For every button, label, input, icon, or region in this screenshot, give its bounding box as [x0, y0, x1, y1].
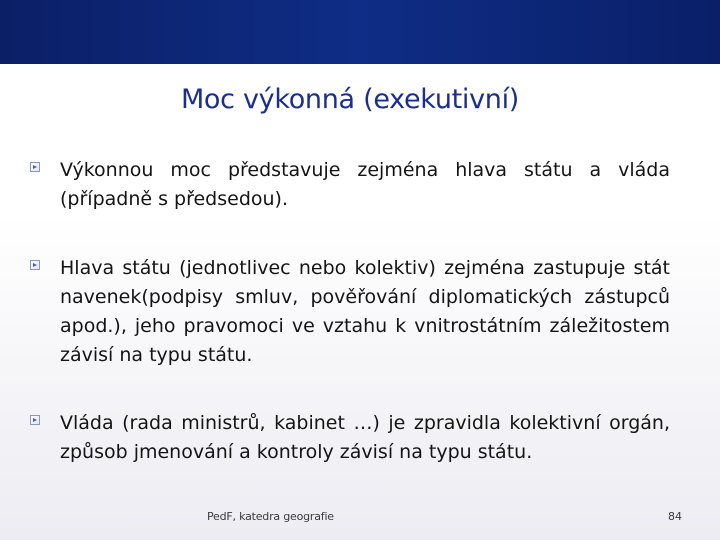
bullet-item — [30, 156, 670, 214]
slide-title: Moc výkonná (exekutivní) — [180, 84, 520, 115]
page-number: 84 — [668, 510, 682, 523]
header-band — [0, 0, 720, 64]
bullet-item — [30, 409, 670, 467]
footer-text: PedF, katedra geografie — [207, 510, 334, 523]
bullet-text: Hlava státu (jednotlivec nebo kolektiv) zejména zastupuje stát navenek(podpisy smluv, pověřování diplomatických zástupců apod.), jeho pravomoci ve vztahu k vnitrostátním záležitostem závisí na typu státu. — [60, 257, 670, 366]
arrow-box-bullet-icon — [30, 162, 40, 172]
arrow-box-bullet-icon — [30, 415, 40, 425]
bullet-text: Výkonnou moc představuje zejména hlava státu a vláda (případně s předsedou). — [60, 159, 670, 210]
arrow-box-bullet-icon — [30, 260, 40, 270]
bullet-text: Vláda (rada ministrů, kabinet …) je zpravidla kolektivní orgán, způsob jmenování a kontroly závisí na typu státu. — [60, 412, 670, 463]
bullet-item — [30, 254, 670, 370]
